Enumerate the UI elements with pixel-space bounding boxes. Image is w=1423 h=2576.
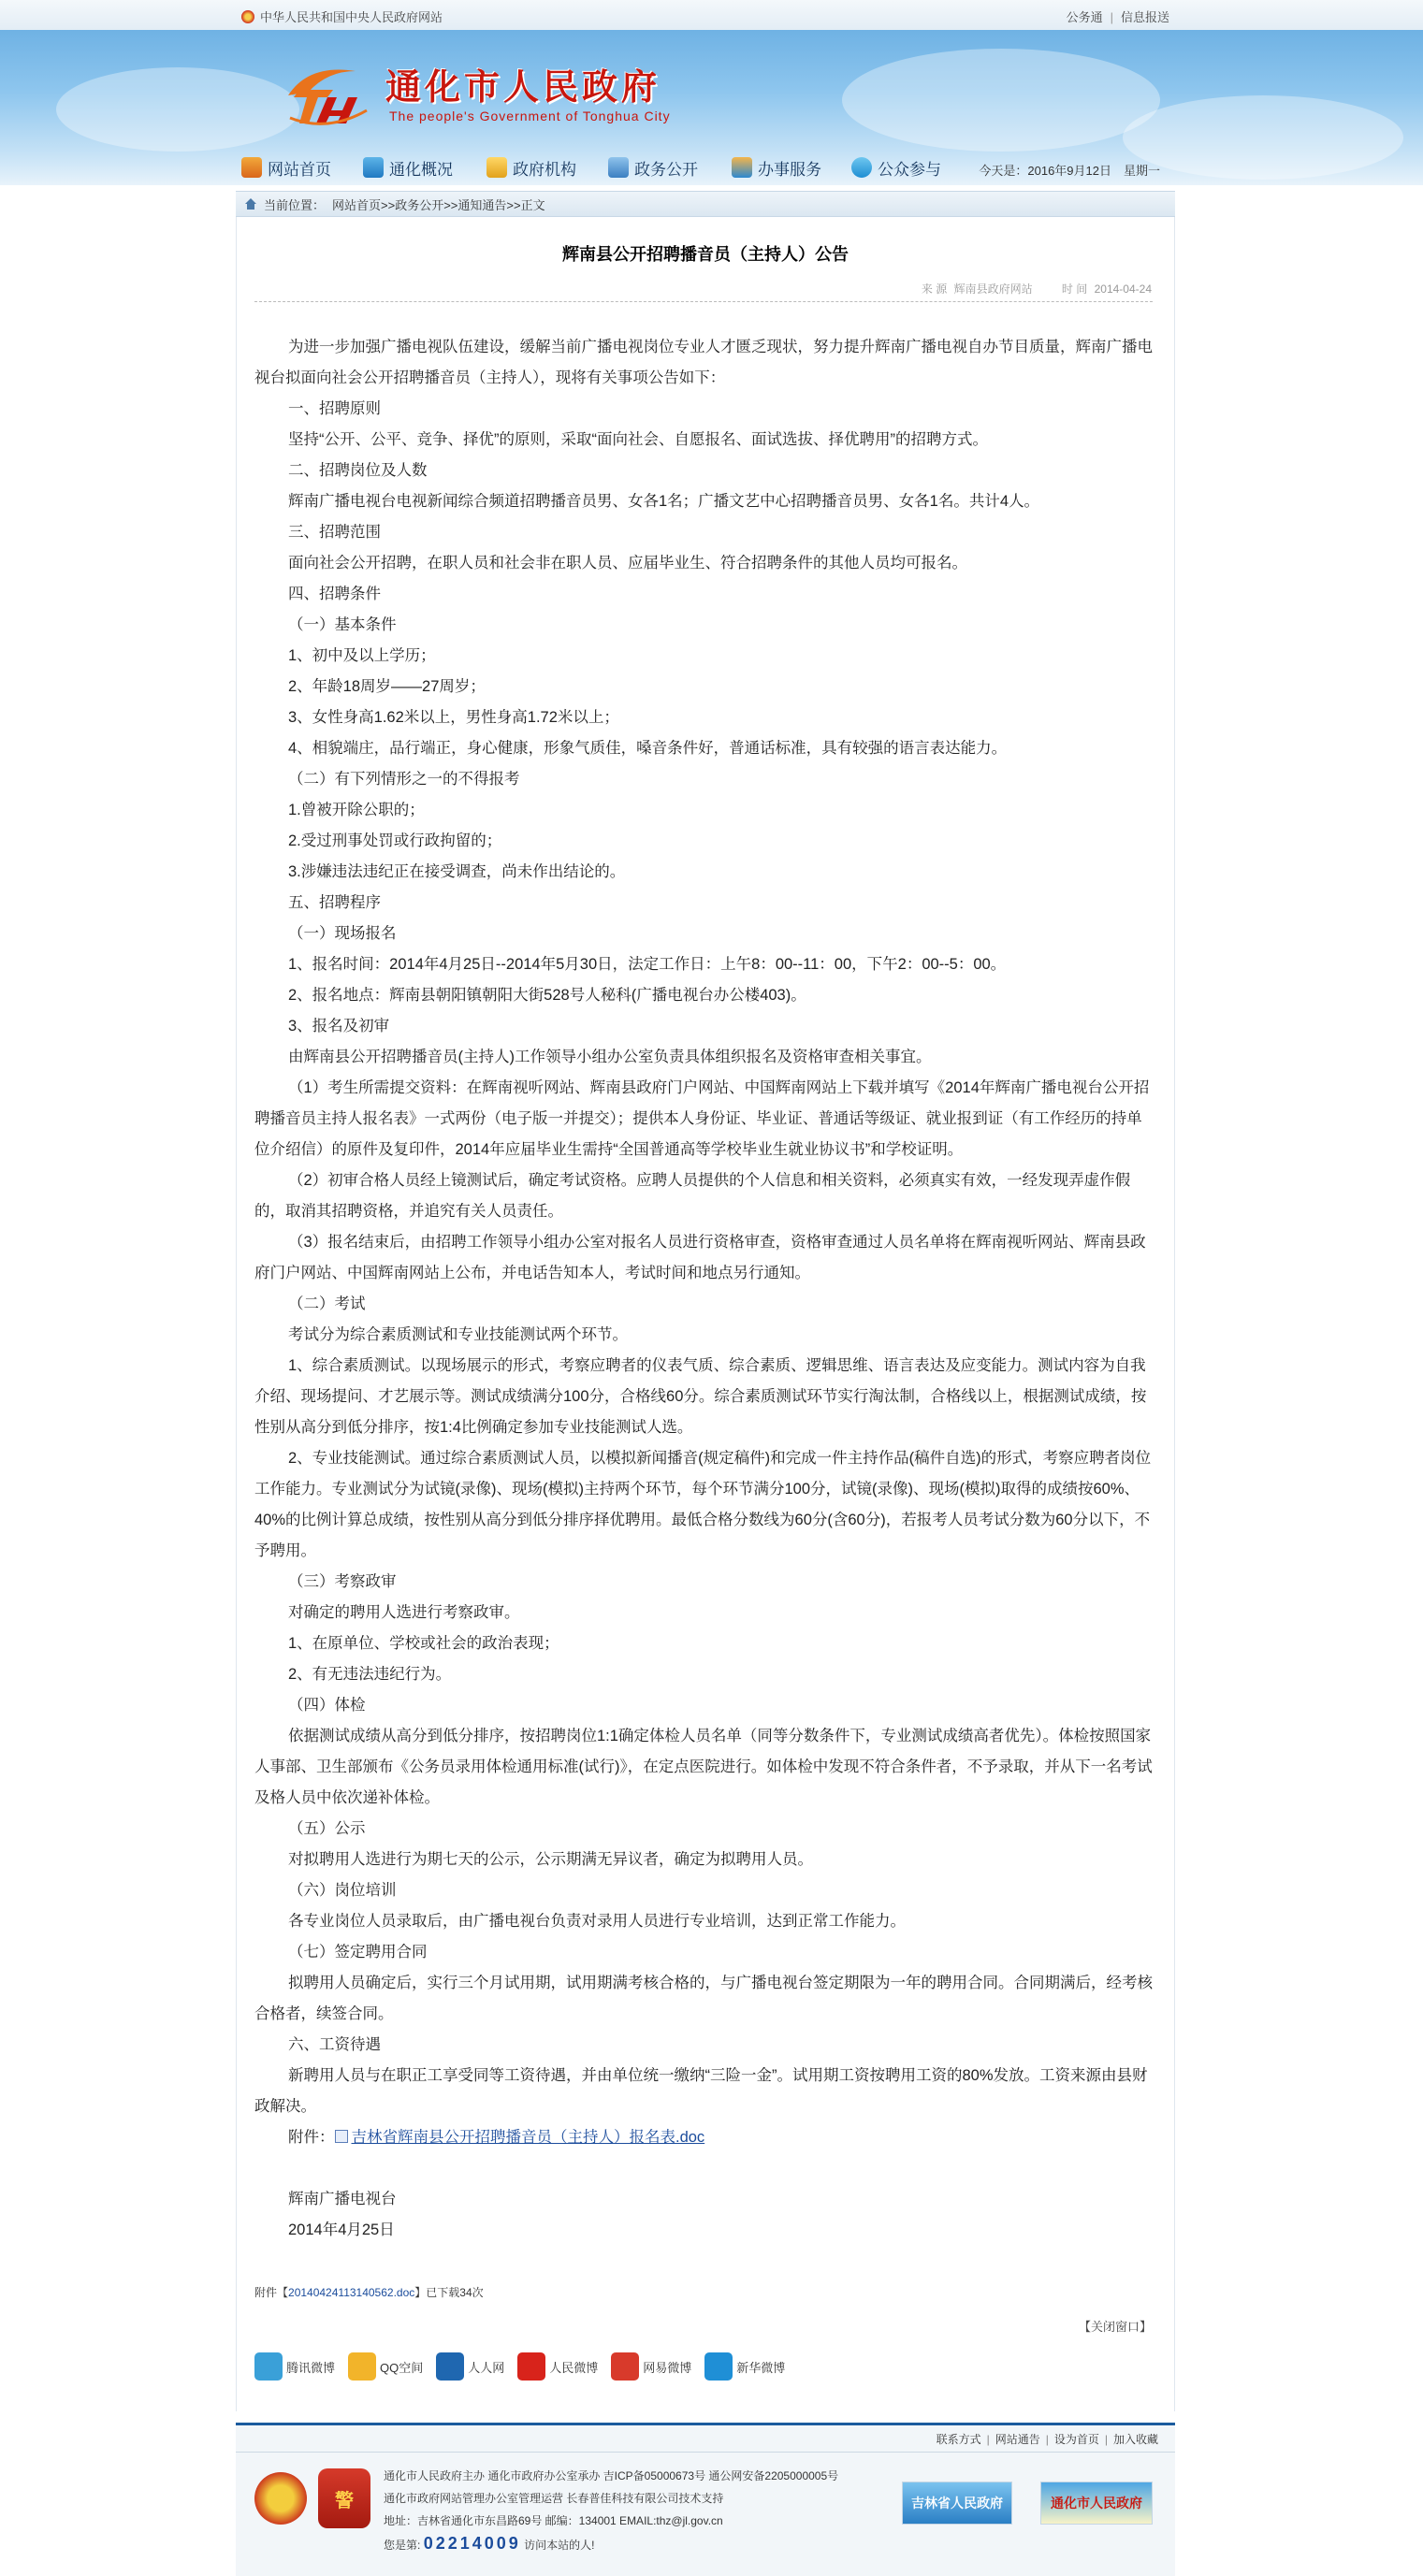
- footer-link-homepage[interactable]: 设为首页: [1053, 2433, 1099, 2446]
- download-file-link[interactable]: 20140424113140562.doc: [288, 2286, 415, 2299]
- attachment-line: 附件： 吉林省辉南县公开招聘播音员（主持人）报名表.doc: [288, 2129, 705, 2146]
- site-subtitle: The people's Government of Tonghua City: [389, 109, 671, 123]
- attachment-link[interactable]: 吉林省辉南县公开招聘播音员（主持人）报名表.doc: [351, 2129, 705, 2146]
- download-note: 附件【20140424113140562.doc】已下载34次: [254, 2286, 484, 2299]
- nav-services[interactable]: 办事服务: [732, 155, 821, 180]
- article-paragraph: （七）签定聘用合同: [288, 1944, 428, 1961]
- article-paragraph: 3.涉嫌违法违纪正在接受调查，尚未作出结论的。: [288, 863, 626, 880]
- main-nav: [241, 150, 1169, 185]
- article-paragraph: 3、女性身高1.62米以上，男性身高1.72米以上；: [288, 709, 619, 726]
- nav-institutions[interactable]: 政府机构: [486, 155, 576, 180]
- article-time: 2014-04-24: [1094, 282, 1152, 296]
- current-date: 今天是：2016年9月12日 星期一: [979, 164, 1160, 178]
- share-label[interactable]: 新华微博: [736, 2360, 786, 2375]
- article-paragraph: （二）有下列情形之一的不得报考: [288, 771, 520, 788]
- article-paragraph: （一）基本条件: [288, 616, 397, 633]
- article-paragraph: （六）岗位培训: [288, 1882, 397, 1899]
- article-paragraph: 依据测试成绩从高分到低分排序，按招聘岗位1:1确定体检人员名单（同等分数条件下，专业测试成绩高者优先）。体检按照国家人事部、卫生部颁布《公务员录用体检通用标准(试行)》，在定点医院进行。如体检中发现不符合条件者，不予录取，并从下一名考试及格人员中依次递补体检。: [254, 1728, 1153, 1806]
- doc-icon: [335, 2130, 348, 2143]
- article-paragraph: （2）初审合格人员经上镜测试后，确定考试资格。应聘人员提供的个人信息和相关资料，必须真实有效，一经发现弄虚作假的，取消其招聘资格，并追究有关人员责任。: [254, 1172, 1131, 1220]
- share-bar: [254, 2352, 785, 2381]
- top-links: 公务通 | 信息报送: [1066, 10, 1169, 24]
- share-label[interactable]: 网易微博: [643, 2360, 692, 2375]
- site-logo-icon[interactable]: [281, 58, 374, 129]
- article-paragraph: 3、报名及初审: [288, 1018, 390, 1035]
- footer-link-notice[interactable]: 网站通告: [995, 2433, 1040, 2446]
- overview-icon: [363, 157, 384, 178]
- article-paragraph: 四、招聘条件: [288, 586, 381, 602]
- share-icon[interactable]: [704, 2352, 733, 2381]
- site-footer: [236, 2423, 1175, 2576]
- article-paragraph: （1）考生所需提交资料：在辉南视听网站、辉南县政府门户网站、中国辉南网站上下载并填写《2014年辉南广播电视台公开招聘播音员主持人报名表》一式两份（电子版一并提交）；提供本人身份证、毕业证、普通话等级证、就业报到证（有工作经历的持单位介绍信）的原件及复印件，2014年应届毕业生需持“全国普通高等学校毕业生就业协议书”和学校证明。: [254, 1079, 1150, 1158]
- signature: 辉南广播电视台: [288, 2191, 397, 2207]
- national-emblem-icon: [241, 10, 254, 23]
- public-affairs-icon: [608, 157, 629, 178]
- jilin-gov-banner[interactable]: 吉林省人民政府: [902, 2482, 1012, 2525]
- article-paragraph: 1、在原单位、学校或社会的政治表现；: [288, 1635, 559, 1652]
- gov-link[interactable]: 中华人民共和国中央人民政府网站: [241, 7, 443, 25]
- share-item[interactable]: [704, 2352, 785, 2381]
- home-icon: [245, 198, 256, 210]
- article-paragraph: 二、招聘岗位及人数: [288, 462, 428, 479]
- article-source: 辉南县政府网站: [953, 282, 1033, 296]
- share-label[interactable]: 人民微博: [549, 2360, 599, 2375]
- share-label[interactable]: 人人网: [468, 2360, 505, 2375]
- breadcrumb: 当前位置： 网站首页>>政务公开>>通知通告>>正文: [236, 191, 1175, 217]
- article-paragraph: 新聘用人员与在职正工享受同等工资待遇，并由单位统一缴纳“三险一金”。试用期工资按聘用工资的80%发放。工资来源由县财政解决。: [254, 2067, 1148, 2115]
- national-emblem-icon[interactable]: [254, 2472, 307, 2525]
- article-paragraph: 4、相貌端庄，品行端正，身心健康，形象气质佳，嗓音条件好，普通话标准，具有较强的语言表达能力。: [288, 740, 1008, 757]
- nav-overview[interactable]: 通化概况: [363, 155, 453, 180]
- article-paragraph: 一、招聘原则: [288, 400, 381, 417]
- article-paragraph: 由辉南县公开招聘播音员(主持人)工作领导小组办公室负责具体组织报名及资格审查相关事宜。: [288, 1049, 932, 1065]
- article-paragraph: 六、工资待遇: [288, 2036, 381, 2053]
- chat-icon: [851, 157, 872, 178]
- home-icon: [241, 157, 262, 178]
- article-body: [254, 332, 1153, 2246]
- tonghua-gov-banner[interactable]: 通化市人民政府: [1040, 2482, 1153, 2525]
- share-icon[interactable]: [254, 2352, 283, 2381]
- share-item[interactable]: [254, 2352, 335, 2381]
- divider: [254, 301, 1153, 302]
- share-icon[interactable]: [517, 2352, 545, 2381]
- article-paragraph: （四）体检: [288, 1697, 366, 1714]
- article-paragraph: 1、报名时间：2014年4月25日--2014年5月30日，法定工作日：上午8：00--11：00，下午2：00--5：00。: [288, 956, 1007, 973]
- article-paragraph: 为进一步加强广播电视队伍建设，缓解当前广播电视岗位专业人才匮乏现状，努力提升辉南广播电视自办节目质量，辉南广播电视台拟面向社会公开招聘播音员（主持人），现将有关事项公告如下：: [254, 339, 1153, 386]
- top-link-gongwutong[interactable]: 公务通: [1066, 10, 1103, 24]
- share-item[interactable]: [348, 2352, 423, 2381]
- share-icon[interactable]: [436, 2352, 464, 2381]
- services-icon: [732, 157, 752, 178]
- article-paragraph: （二）考试: [288, 1295, 366, 1312]
- article-paragraph: 拟聘用人员确定后，实行三个月试用期，试用期满考核合格的，与广播电视台签定期限为一年的聘用合同。合同期满后，经考核合格者，续签合同。: [254, 1975, 1153, 2022]
- article-paragraph: 辉南广播电视台电视新闻综合频道招聘播音员男、女各1名；广播文艺中心招聘播音员男、女各1名。共计4人。: [288, 493, 1040, 510]
- article-paragraph: 坚持“公开、公平、竞争、择优”的原则，采取“面向社会、自愿报名、面试选拔、择优聘用”的招聘方式。: [288, 431, 988, 448]
- footer-link-favorite[interactable]: 加入收藏: [1112, 2433, 1158, 2446]
- institutions-icon: [486, 157, 507, 178]
- article-paragraph: 各专业岗位人员录取后，由广播电视台负责对录用人员进行专业培训，达到正常工作能力。: [288, 1913, 906, 1930]
- share-icon[interactable]: [611, 2352, 639, 2381]
- site-title: 通化市人民政府: [385, 66, 661, 108]
- article-paragraph: （五）公示: [288, 1820, 366, 1837]
- police-badge-icon[interactable]: [318, 2468, 370, 2528]
- article-paragraph: 1、综合素质测试。以现场展示的形式，考察应聘者的仪表气质、综合素质、逻辑思维、语言表达及应变能力。测试内容为自我介绍、现场提问、才艺展示等。测试成绩满分100分，合格线60分。综合素质测试环节实行淘汰制，合格线以上，根据测试成绩，按性别从高分到低分排序，按1:4比例确定参加专业技能测试人选。: [254, 1357, 1147, 1436]
- footer-info: 通化市人民政府主办 通化市政府办公室承办 吉ICP备05000673号 通公网安备2205000005号 通化市政府网站管理办公室管理运营 长春普佳科技有限公司技术支持 地址：吉林省通化市东昌路69号 邮编：134001 EMAIL:thz@jl.gov.cn 您是第: 02214009 访问本站的人!: [384, 2469, 839, 2553]
- share-item[interactable]: [517, 2352, 598, 2381]
- share-icon[interactable]: [348, 2352, 376, 2381]
- footer-links: 联系方式 | 网站通告 | 设为首页 | 加入收藏: [936, 2433, 1158, 2446]
- footer-link-contact[interactable]: 联系方式: [936, 2433, 981, 2446]
- article-paragraph: （3）报名结束后，由招聘工作领导小组办公室对报名人员进行资格审查，资格审查通过人员名单将在辉南视听网站、辉南县政府门户网站、中国辉南网站上公布，并电话告知本人，考试时间和地点另行通知。: [254, 1234, 1146, 1281]
- visit-counter: 02214009: [423, 2534, 521, 2553]
- share-label[interactable]: QQ空间: [380, 2360, 424, 2375]
- article-meta: 来 源 辉南县政府网站 时 间 2014-04-24: [921, 282, 1152, 296]
- article-paragraph: 三、招聘范围: [288, 524, 381, 541]
- article-paragraph: 五、招聘程序: [288, 894, 381, 911]
- article-paragraph: 2.受过刑事处罚或行政拘留的；: [288, 832, 502, 849]
- top-link-info-report[interactable]: 信息报送: [1120, 10, 1169, 24]
- article-paragraph: 对确定的聘用人选进行考察政审。: [288, 1604, 520, 1621]
- share-item[interactable]: [611, 2352, 691, 2381]
- nav-public-participation[interactable]: 公众参与: [851, 155, 941, 180]
- close-window-link[interactable]: 【关闭窗口】: [1078, 2320, 1152, 2334]
- article-paragraph: 对拟聘用人选进行为期七天的公示，公示期满无异议者，确定为拟聘用人员。: [288, 1851, 813, 1868]
- share-label[interactable]: 腾讯微博: [286, 2360, 336, 2375]
- article-paragraph: 1.曾被开除公职的；: [288, 802, 425, 818]
- breadcrumb-path[interactable]: 网站首页>>政务公开>>通知通告>>正文: [332, 197, 545, 212]
- article-paragraph: （三）考察政审: [288, 1573, 397, 1590]
- article-paragraph: 1、初中及以上学历；: [288, 647, 436, 664]
- share-item[interactable]: [436, 2352, 504, 2381]
- article-paragraph: 2、专业技能测试。通过综合素质测试人员，以模拟新闻播音(规定稿件)和完成一件主持作品(稿件自选)的形式，考察应聘者岗位工作能力。专业测试分为试镜(录像)、现场(模拟)主持两个环节，每个环节满分100分，试镜(录像)、现场(模拟)取得的成绩按60%、40%的比例计算总成绩，按性别从高分到低分排序择优聘用。最低合格分数线为60分(含60分)，若报考人员考试分数为60分以下，不予聘用。: [254, 1450, 1152, 1559]
- article-paragraph: 2、有无违法违纪行为。: [288, 1666, 452, 1683]
- article-paragraph: 2、年龄18周岁——27周岁；: [288, 678, 486, 695]
- sign-date: 2014年4月25日: [288, 2221, 395, 2238]
- article-paragraph: 面向社会公开招聘，在职人员和社会非在职人员、应届毕业生、符合招聘条件的其他人员均可报名。: [288, 555, 967, 572]
- article-title: 辉南县公开招聘播音员（主持人）公告: [562, 245, 849, 264]
- article-paragraph: 考试分为综合素质测试和专业技能测试两个环节。: [288, 1326, 628, 1343]
- top-bar: [0, 0, 1423, 30]
- nav-home[interactable]: 网站首页: [241, 155, 331, 180]
- article-paragraph: （一）现场报名: [288, 925, 397, 942]
- nav-public-affairs[interactable]: 政务公开: [608, 155, 698, 180]
- article-paragraph: 2、报名地点：辉南县朝阳镇朝阳大街528号人秘科(广播电视台办公楼403)。: [288, 987, 806, 1004]
